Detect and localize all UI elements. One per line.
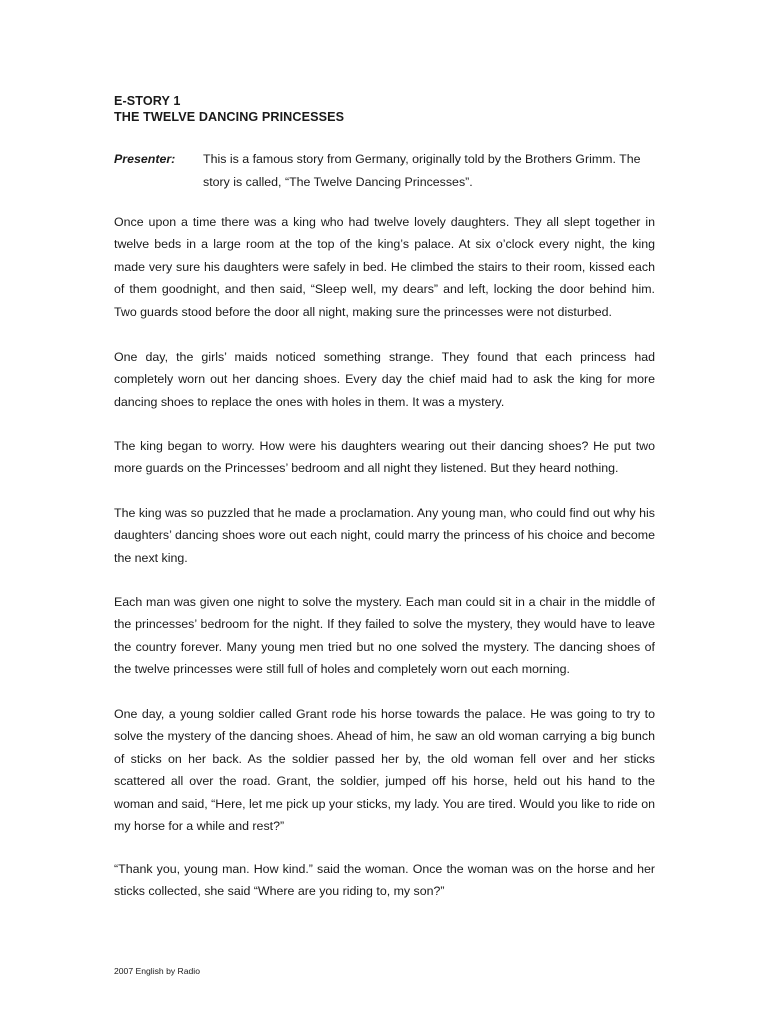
presenter-text: This is a famous story from Germany, originally told by the Brothers Grimm. The story is called, “The Twelve Dancing Princesses”. [203,152,641,189]
story-paragraph-5: Each man was given one night to solve the mystery. Each man could sit in a chair in the middle of the princesses’ bedroom for the night. If they failed to solve the mystery, they would have to leave the country forever. Many young men tried but no one solved the mystery. The dancing shoes of the twelve princesses were still full of holes and completely worn out each morning. [114,595,655,677]
story-paragraph-1: Once upon a time there was a king who had twelve lovely daughters. They all slept together in twelve beds in a large room at the top of the king’s palace. At six o’clock every night, the king made very sure his daughters were safely in bed. He climbed the stairs to their room, kissed each of them goodnight, and then said, “Sleep well, my dears” and left, locking the door behind him. Two guards stood before the door all night, making sure the princesses were not disturbed. [114,215,655,319]
story-paragraph-3: The king began to worry. How were his daughters wearing out their dancing shoes? He put two more guards on the Princesses’ bedroom and all night they listened. But they heard nothing. [114,439,655,476]
story-paragraph-7: “Thank you, young man. How kind.” said the woman. Once the woman was on the horse and her sticks collected, she said “Where are you riding to, my son?” [114,862,655,899]
presenter-block [114,148,654,193]
story-paragraph-6: One day, a young soldier called Grant rode his horse towards the palace. He was going to try to solve the mystery of the dancing shoes. Ahead of him, he saw an old woman carrying a big bunch of sticks on her back. As the soldier passed her by, the old woman fell over and her sticks scattered all over the road. Grant, the soldier, jumped off his horse, held out his hand to the woman and said, “Here, let me pick up your sticks, my lady. You are tired. Would you like to ride on my horse for a while and rest?” [114,707,655,834]
story-heading [114,94,344,125]
presenter-label: Presenter: [114,152,176,166]
story-label: E-STORY 1 [114,94,181,108]
story-paragraph-4: The king was so puzzled that he made a proclamation. Any young man, who could find out why his daughters’ dancing shoes wore out each night, could marry the princess of his choice and become the next king. [114,506,655,565]
story-paragraph-2: One day, the girls’ maids noticed something strange. They found that each princess had completely worn out her dancing shoes. Every day the chief maid had to ask the king for more dancing shoes to replace the ones with holes in them. It was a mystery. [114,350,655,409]
page-footer: 2007 English by Radio [114,966,200,976]
story-title: THE TWELVE DANCING PRINCESSES [114,109,345,124]
